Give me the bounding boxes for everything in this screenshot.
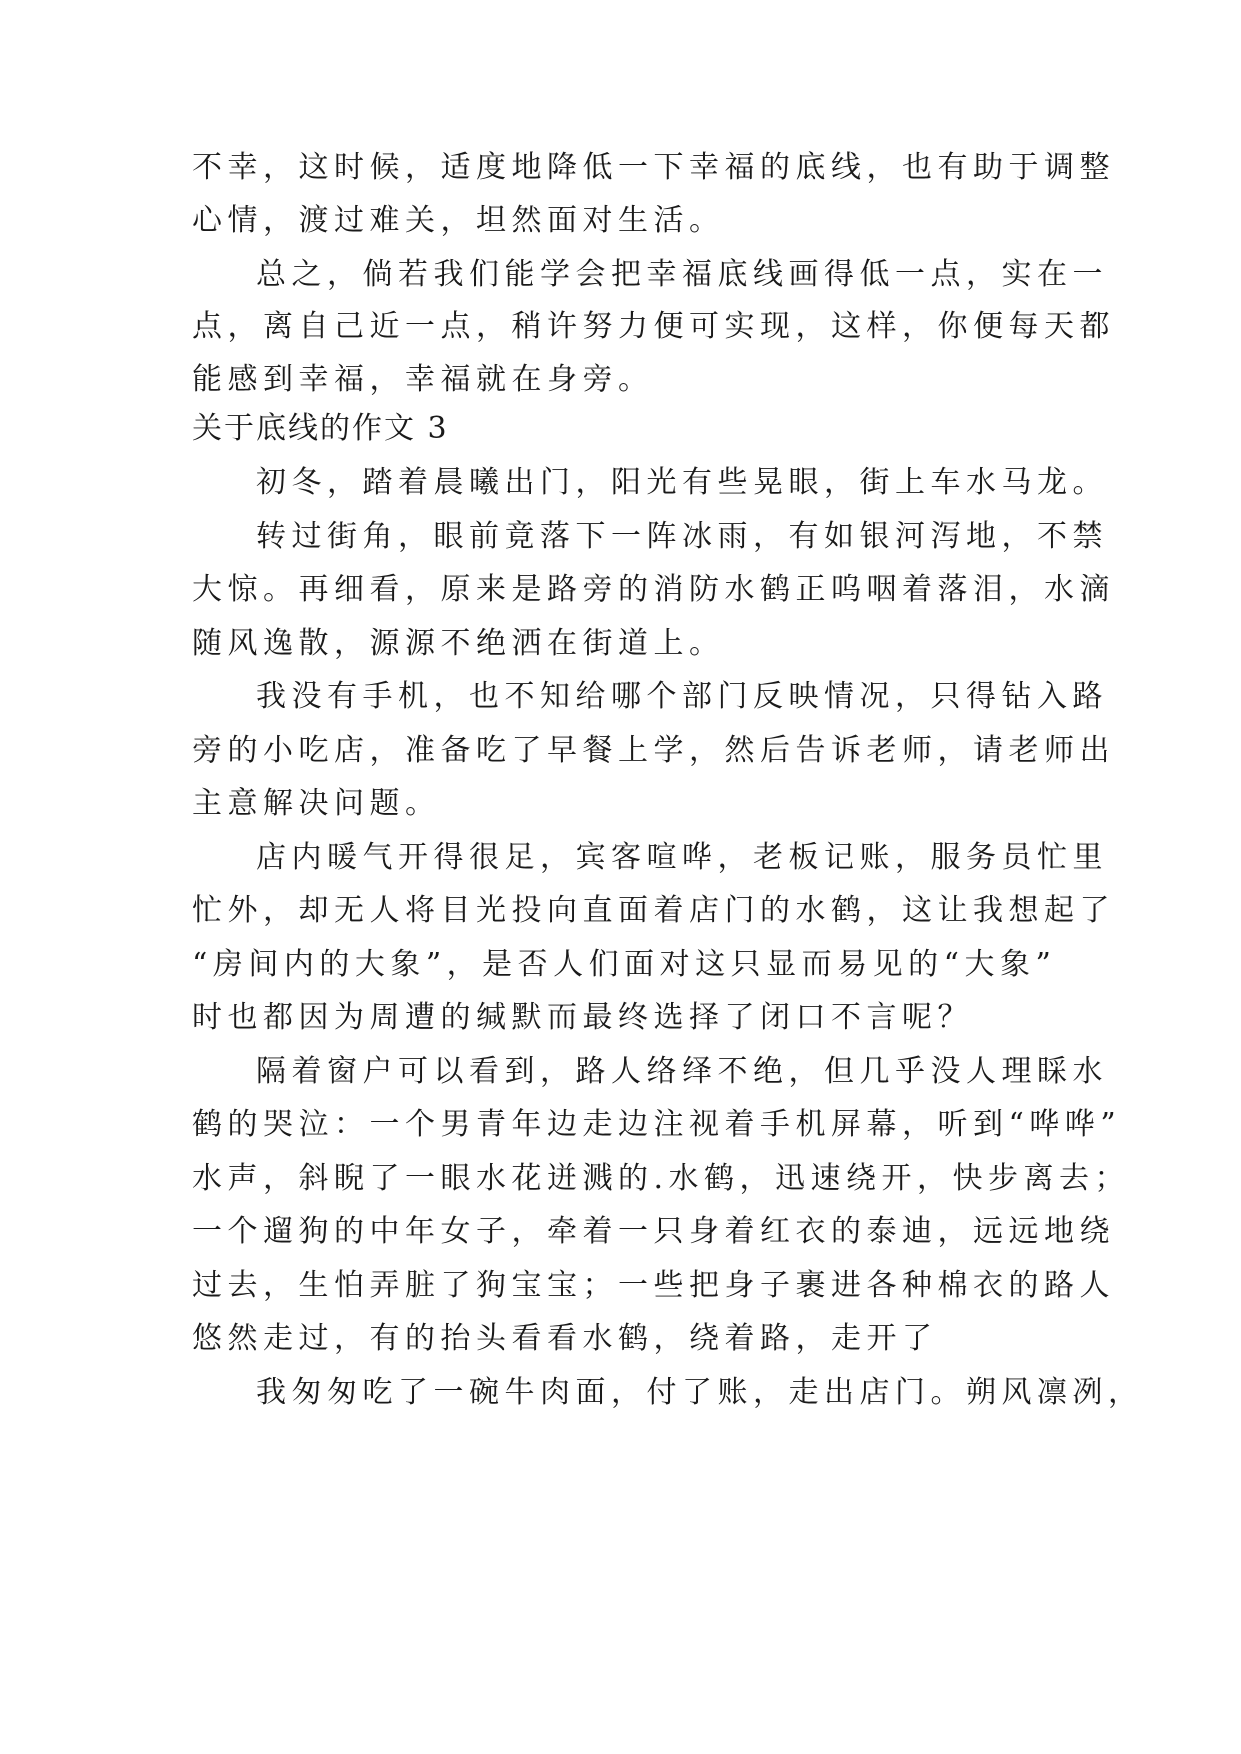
paragraph-start: 隔着窗户可以看到，路人络绎不绝，但几乎没人理睬水: [256, 1054, 1108, 1089]
text-line: 一个遛狗的中年女子，牵着一只身着红衣的泰迪，远远地绕: [192, 1214, 1115, 1249]
paragraph-start: 我没有手机，也不知给哪个部门反映情况，只得钻入路: [256, 679, 1108, 714]
text-line: 时也都因为周遭的缄默而最终选择了闭口不言呢？: [192, 1000, 973, 1035]
paragraph-start: 转过街角，眼前竟落下一阵冰雨，有如银河泻地，不禁: [256, 519, 1108, 554]
text-line: 过去，生怕弄脏了狗宝宝；一些把身子裹进各种棉衣的路人: [192, 1268, 1115, 1303]
text-line: 不幸，这时候，适度地降低一下幸福的底线，也有助于调整: [192, 150, 1115, 185]
text-line: 旁的小吃店，准备吃了早餐上学，然后告诉老师，请老师出: [192, 733, 1115, 768]
text-line: 悠然走过，有的抬头看看水鹤，绕着路，走开了: [192, 1321, 938, 1356]
paragraph-start: 我匆匆吃了一碗牛肉面，付了账，走出店门。朔风凛冽，: [256, 1375, 1144, 1410]
section-heading: 关于底线的作文 3: [192, 411, 449, 446]
text-line: 忙外，却无人将目光投向直面着店门的水鹤，这让我想起了: [192, 893, 1115, 928]
text-line: 水声，斜睨了一眼水花迸溅的.水鹤，迅速绕开，快步离去；: [192, 1161, 1131, 1196]
paragraph-start: 总之，倘若我们能学会把幸福底线画得低一点，实在一: [256, 257, 1108, 292]
text-line: 心情，渡过难关，坦然面对生活。: [192, 203, 725, 238]
paragraph-start: 初冬，踏着晨曦出门，阳光有些晃眼，街上车水马龙。: [256, 465, 1108, 500]
text-line: 能感到幸福，幸福就在身旁。: [192, 362, 654, 397]
text-line: 主意解决问题。: [192, 786, 441, 821]
text-line: 点，离自己近一点，稍许努力便可实现，这样，你便每天都: [192, 309, 1115, 344]
paragraph-start: 店内暖气开得很足，宾客喧哗，老板记账，服务员忙里: [256, 840, 1108, 875]
text-line: 随风逸散，源源不绝洒在街道上。: [192, 626, 725, 661]
text-line: 鹤的哭泣：一个男青年边走边注视着手机屏幕，听到“哗哗”: [192, 1107, 1122, 1142]
text-line: 大惊。再细看，原来是路旁的消防水鹤正呜咽着落泪，水滴: [192, 572, 1115, 607]
text-line: “房间内的大象”，是否人们面对这只显而易见的“大象”: [192, 947, 1057, 982]
